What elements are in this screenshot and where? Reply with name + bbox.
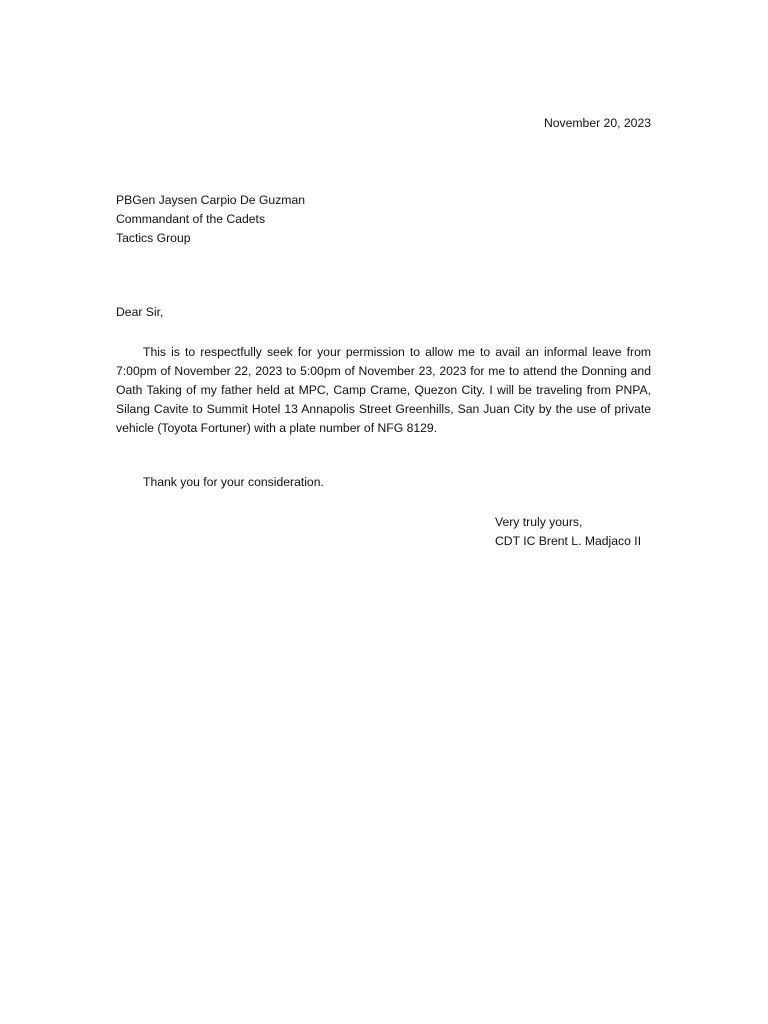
closing-paragraph: Thank you for your consideration. xyxy=(143,475,324,489)
recipient-office: Tactics Group xyxy=(116,231,191,245)
salutation: Dear Sir, xyxy=(116,305,164,319)
recipient-block xyxy=(116,191,305,248)
signature-block xyxy=(495,513,641,551)
body-paragraph: This is to respectfully seek for your permission to allow me to avail an informal leave from 7:00pm of November 22, 2023 to 5:00pm of November 23, 2023 for me to attend the Donning and Oath Taking of my father held at MPC, Camp Crame, Quezon City. I will be traveling from PNPA, Silang Cavite to Summit Hotel 13 Annapolis Street Greenhills, San Juan City by the use of private vehicle (Toyota Fortuner) with a plate number of NFG 8129. xyxy=(116,345,651,435)
signatory-name: CDT IC Brent L. Madjaco II xyxy=(495,534,642,548)
recipient-name: PBGen Jaysen Carpio De Guzman xyxy=(116,193,305,207)
recipient-title: Commandant of the Cadets xyxy=(116,212,266,226)
complimentary-close: Very truly yours, xyxy=(495,515,583,529)
letter-date: November 20, 2023 xyxy=(543,116,651,130)
